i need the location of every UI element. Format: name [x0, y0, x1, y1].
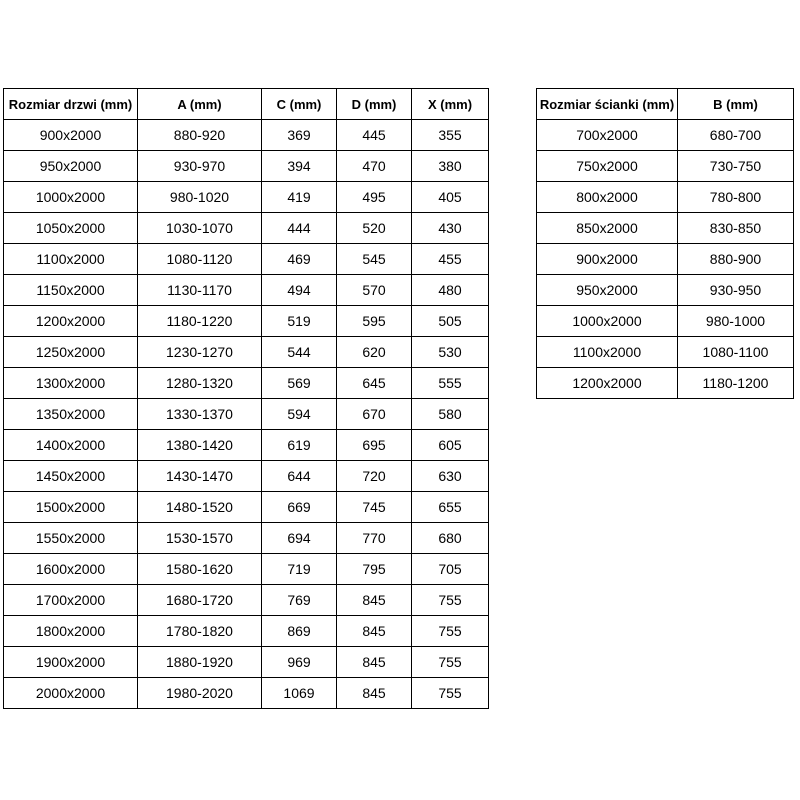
door-sizes-cell: 845 — [337, 616, 412, 647]
door-sizes-cell: 1330-1370 — [138, 399, 262, 430]
door-sizes-cell: 644 — [262, 461, 337, 492]
door-sizes-header-cell: C (mm) — [262, 89, 337, 120]
door-sizes-cell: 1230-1270 — [138, 337, 262, 368]
door-sizes-cell: 430 — [412, 213, 489, 244]
door-sizes-cell: 1350x2000 — [4, 399, 138, 430]
wall-sizes-row — [537, 151, 794, 182]
wall-sizes-cell: 750x2000 — [537, 151, 678, 182]
wall-sizes-cell: 830-850 — [678, 213, 794, 244]
door-sizes-cell: 845 — [337, 647, 412, 678]
door-sizes-cell: 1480-1520 — [138, 492, 262, 523]
wall-sizes-table-body — [537, 120, 794, 399]
door-sizes-cell: 845 — [337, 585, 412, 616]
door-sizes-cell: 770 — [337, 523, 412, 554]
door-sizes-table-body — [4, 120, 489, 709]
door-sizes-cell: 469 — [262, 244, 337, 275]
door-sizes-cell: 1200x2000 — [4, 306, 138, 337]
wall-sizes-table — [536, 88, 794, 399]
door-sizes-cell: 1900x2000 — [4, 647, 138, 678]
door-sizes-row — [4, 430, 489, 461]
wall-sizes-cell: 850x2000 — [537, 213, 678, 244]
door-sizes-cell: 695 — [337, 430, 412, 461]
door-sizes-row — [4, 213, 489, 244]
door-sizes-cell: 845 — [337, 678, 412, 709]
door-sizes-cell: 369 — [262, 120, 337, 151]
door-sizes-row — [4, 647, 489, 678]
door-sizes-header-cell: A (mm) — [138, 89, 262, 120]
door-sizes-cell: 1069 — [262, 678, 337, 709]
wall-sizes-cell: 780-800 — [678, 182, 794, 213]
door-sizes-cell: 620 — [337, 337, 412, 368]
door-sizes-cell: 394 — [262, 151, 337, 182]
wall-sizes-cell: 930-950 — [678, 275, 794, 306]
door-sizes-cell: 1580-1620 — [138, 554, 262, 585]
wall-sizes-row — [537, 368, 794, 399]
door-sizes-cell: 950x2000 — [4, 151, 138, 182]
door-sizes-cell: 470 — [337, 151, 412, 182]
door-sizes-cell: 769 — [262, 585, 337, 616]
door-sizes-cell: 755 — [412, 585, 489, 616]
door-sizes-cell: 719 — [262, 554, 337, 585]
wall-sizes-cell: 1200x2000 — [537, 368, 678, 399]
door-sizes-row — [4, 492, 489, 523]
door-sizes-cell: 480 — [412, 275, 489, 306]
door-sizes-header-cell: D (mm) — [337, 89, 412, 120]
door-sizes-cell: 569 — [262, 368, 337, 399]
door-sizes-cell: 1300x2000 — [4, 368, 138, 399]
door-sizes-cell: 1600x2000 — [4, 554, 138, 585]
door-sizes-cell: 1080-1120 — [138, 244, 262, 275]
door-sizes-cell: 355 — [412, 120, 489, 151]
door-sizes-cell: 755 — [412, 616, 489, 647]
wall-sizes-table-head — [537, 89, 794, 120]
door-sizes-cell: 544 — [262, 337, 337, 368]
door-sizes-cell: 595 — [337, 306, 412, 337]
door-sizes-cell: 1450x2000 — [4, 461, 138, 492]
wall-sizes-cell: 1100x2000 — [537, 337, 678, 368]
door-sizes-row — [4, 585, 489, 616]
door-sizes-cell: 930-970 — [138, 151, 262, 182]
wall-sizes-row — [537, 182, 794, 213]
wall-sizes-row — [537, 244, 794, 275]
door-sizes-header-cell: X (mm) — [412, 89, 489, 120]
door-sizes-row — [4, 244, 489, 275]
door-sizes-cell: 380 — [412, 151, 489, 182]
door-sizes-cell: 505 — [412, 306, 489, 337]
door-sizes-row — [4, 306, 489, 337]
door-sizes-row — [4, 461, 489, 492]
door-sizes-table — [3, 88, 489, 709]
door-sizes-cell: 720 — [337, 461, 412, 492]
door-sizes-header-cell: Rozmiar drzwi (mm) — [4, 89, 138, 120]
door-sizes-header-row — [4, 89, 489, 120]
wall-sizes-row — [537, 213, 794, 244]
door-sizes-cell: 1400x2000 — [4, 430, 138, 461]
door-sizes-cell: 1530-1570 — [138, 523, 262, 554]
door-sizes-cell: 869 — [262, 616, 337, 647]
door-sizes-cell: 1030-1070 — [138, 213, 262, 244]
door-sizes-cell: 520 — [337, 213, 412, 244]
door-sizes-cell: 2000x2000 — [4, 678, 138, 709]
door-sizes-row — [4, 337, 489, 368]
wall-sizes-cell: 700x2000 — [537, 120, 678, 151]
door-sizes-row — [4, 275, 489, 306]
door-sizes-row — [4, 120, 489, 151]
door-sizes-row — [4, 523, 489, 554]
door-sizes-cell: 1100x2000 — [4, 244, 138, 275]
door-sizes-cell: 530 — [412, 337, 489, 368]
door-sizes-cell: 880-920 — [138, 120, 262, 151]
door-sizes-cell: 455 — [412, 244, 489, 275]
door-sizes-cell: 705 — [412, 554, 489, 585]
door-sizes-table-head — [4, 89, 489, 120]
door-sizes-cell: 445 — [337, 120, 412, 151]
door-sizes-cell: 630 — [412, 461, 489, 492]
door-sizes-cell: 1180-1220 — [138, 306, 262, 337]
door-sizes-cell: 1050x2000 — [4, 213, 138, 244]
door-sizes-row — [4, 678, 489, 709]
door-sizes-cell: 594 — [262, 399, 337, 430]
door-sizes-cell: 605 — [412, 430, 489, 461]
door-sizes-cell: 1380-1420 — [138, 430, 262, 461]
door-sizes-cell: 555 — [412, 368, 489, 399]
door-sizes-cell: 655 — [412, 492, 489, 523]
wall-sizes-cell: 1180-1200 — [678, 368, 794, 399]
door-sizes-cell: 755 — [412, 678, 489, 709]
wall-sizes-row — [537, 275, 794, 306]
door-sizes-cell: 1880-1920 — [138, 647, 262, 678]
door-sizes-cell: 545 — [337, 244, 412, 275]
wall-sizes-header-cell: Rozmiar ścianki (mm) — [537, 89, 678, 120]
door-sizes-cell: 795 — [337, 554, 412, 585]
door-sizes-cell: 405 — [412, 182, 489, 213]
wall-sizes-row — [537, 306, 794, 337]
wall-sizes-cell: 1000x2000 — [537, 306, 678, 337]
door-sizes-cell: 694 — [262, 523, 337, 554]
door-sizes-cell: 1150x2000 — [4, 275, 138, 306]
wall-sizes-cell: 980-1000 — [678, 306, 794, 337]
wall-sizes-row — [537, 120, 794, 151]
door-sizes-cell: 755 — [412, 647, 489, 678]
door-sizes-cell: 619 — [262, 430, 337, 461]
door-sizes-cell: 1000x2000 — [4, 182, 138, 213]
wall-sizes-cell: 1080-1100 — [678, 337, 794, 368]
door-sizes-row — [4, 616, 489, 647]
wall-sizes-cell: 880-900 — [678, 244, 794, 275]
door-sizes-cell: 645 — [337, 368, 412, 399]
door-sizes-cell: 444 — [262, 213, 337, 244]
door-sizes-cell: 580 — [412, 399, 489, 430]
door-sizes-cell: 969 — [262, 647, 337, 678]
door-sizes-cell: 1800x2000 — [4, 616, 138, 647]
wall-sizes-cell: 800x2000 — [537, 182, 678, 213]
wall-sizes-cell: 730-750 — [678, 151, 794, 182]
door-sizes-cell: 1430-1470 — [138, 461, 262, 492]
door-sizes-cell: 745 — [337, 492, 412, 523]
wall-sizes-cell: 900x2000 — [537, 244, 678, 275]
door-sizes-cell: 1250x2000 — [4, 337, 138, 368]
door-sizes-cell: 519 — [262, 306, 337, 337]
door-sizes-cell: 1680-1720 — [138, 585, 262, 616]
wall-sizes-row — [537, 337, 794, 368]
door-sizes-cell: 1980-2020 — [138, 678, 262, 709]
door-sizes-cell: 980-1020 — [138, 182, 262, 213]
door-sizes-row — [4, 554, 489, 585]
door-sizes-row — [4, 151, 489, 182]
door-sizes-cell: 900x2000 — [4, 120, 138, 151]
door-sizes-cell: 1500x2000 — [4, 492, 138, 523]
wall-sizes-cell: 950x2000 — [537, 275, 678, 306]
door-sizes-cell: 669 — [262, 492, 337, 523]
wall-sizes-header-cell: B (mm) — [678, 89, 794, 120]
door-sizes-cell: 494 — [262, 275, 337, 306]
door-sizes-row — [4, 182, 489, 213]
door-sizes-cell: 680 — [412, 523, 489, 554]
door-sizes-row — [4, 368, 489, 399]
door-sizes-cell: 419 — [262, 182, 337, 213]
door-sizes-cell: 670 — [337, 399, 412, 430]
door-sizes-row — [4, 399, 489, 430]
door-sizes-cell: 1550x2000 — [4, 523, 138, 554]
wall-sizes-header-row — [537, 89, 794, 120]
door-sizes-cell: 1700x2000 — [4, 585, 138, 616]
door-sizes-cell: 1280-1320 — [138, 368, 262, 399]
door-sizes-cell: 1780-1820 — [138, 616, 262, 647]
wall-sizes-cell: 680-700 — [678, 120, 794, 151]
door-sizes-cell: 1130-1170 — [138, 275, 262, 306]
door-sizes-cell: 495 — [337, 182, 412, 213]
door-sizes-cell: 570 — [337, 275, 412, 306]
